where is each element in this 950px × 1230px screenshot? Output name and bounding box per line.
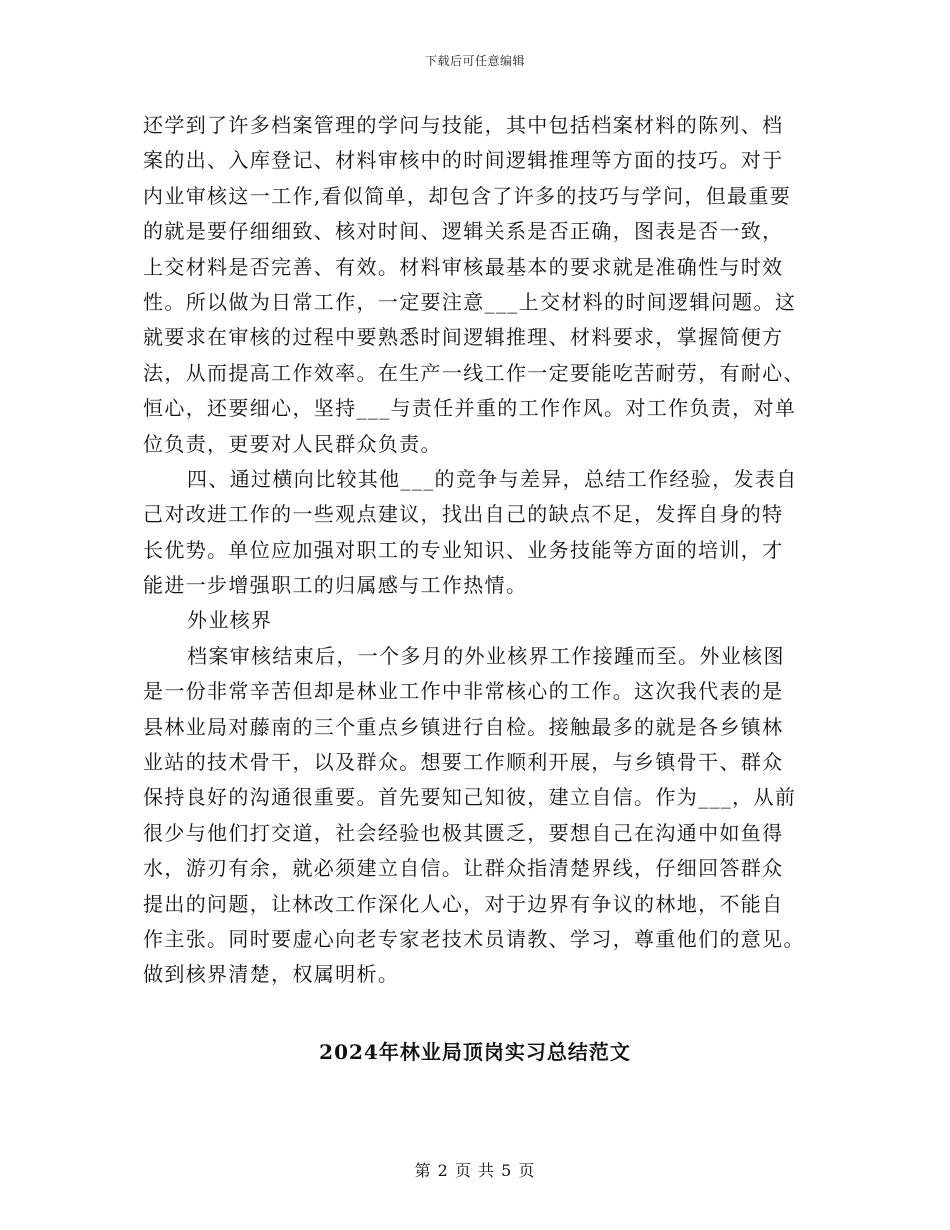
text-line: 性。所以做为日常工作，一定要注意___上交材料的时间逻辑问题。这 — [143, 289, 797, 314]
text-line: 很少与他们打交道，社会经验也极其匮乏，要想自己在沟通中如鱼得 — [143, 820, 784, 845]
section-heading: 外业核界 — [187, 608, 273, 633]
text-line: 能进一步增强职工的归属感与工作热情。 — [143, 573, 528, 598]
text-line: 就要求在审核的过程中要熟悉时间逻辑推理、材料要求，掌握简便方 — [143, 325, 784, 350]
text-line: 还学到了许多档案管理的学问与技能，其中包括档案材料的陈列、档 — [143, 113, 784, 137]
text-line: 作主张。同时要虚心向老专家老技术员请教、学习，尊重他们的意见。 — [143, 926, 805, 951]
paragraph-start-line: 档案审核结束后，一个多月的外业核界工作接踵而至。外业核图 — [187, 643, 785, 668]
text-line: 长优势。单位应加强对职工的专业知识、业务技能等方面的培训，才 — [143, 537, 784, 562]
text-line: 水，游刃有余，就必须建立自信。让群众指清楚界线，仔细回答群众 — [143, 856, 784, 881]
text-line: 的就是要仔细细致、核对时间、逻辑关系是否正确，图表是否一致， — [143, 219, 784, 244]
text-line: 县林业局对藤南的三个重点乡镇进行自检。接触最多的就是各乡镇林 — [143, 714, 784, 739]
text-line: 位负责，更要对人民群众负责。 — [143, 431, 442, 456]
text-line: 恒心，还要细心，坚持___与责任并重的工作作风。对工作负责，对单 — [143, 396, 797, 421]
paragraph-start-line: 四、通过横向比较其他___的竞争与差异，总结工作经验，发表自 — [187, 466, 798, 491]
text-line: 是一份非常辛苦但却是林业工作中非常核心的工作。这次我代表的是 — [143, 679, 784, 704]
page-number: 第 2 页 共 5 页 — [414, 1161, 536, 1180]
text-line: 提出的问题，让林改工作深化人心，对于边界有争议的林地，不能自 — [143, 891, 784, 916]
text-line: 上交材料是否完善、有效。材料审核最基本的要求就是准确性与时效 — [143, 254, 784, 279]
document-title: 2024年林业局顶岗实习总结范文 — [319, 1040, 631, 1064]
text-line: 己对改进工作的一些观点建议，找出自己的缺点不足，发挥自身的特 — [143, 502, 784, 527]
text-line: 内业审核这一工作,看似简单，却包含了许多的技巧与学问，但最重要 — [143, 183, 792, 208]
text-line: 保持良好的沟通很重要。首先要知己知彼，建立自信。作为___，从前 — [143, 785, 797, 810]
body-text — [143, 108, 807, 993]
text-line: 案的出、入库登记、材料审核中的时间逻辑推理等方面的技巧。对于 — [143, 148, 784, 173]
text-line: 业站的技术骨干，以及群众。想要工作顺利开展，与乡镇骨干、群众 — [143, 750, 784, 775]
text-line: 做到核界清楚，权属明析。 — [143, 962, 400, 987]
text-line: 法，从而提高工作效率。在生产一线工作一定要能吃苦耐劳，有耐心、 — [143, 360, 805, 385]
header-note: 下载后可任意编辑 — [424, 54, 525, 68]
